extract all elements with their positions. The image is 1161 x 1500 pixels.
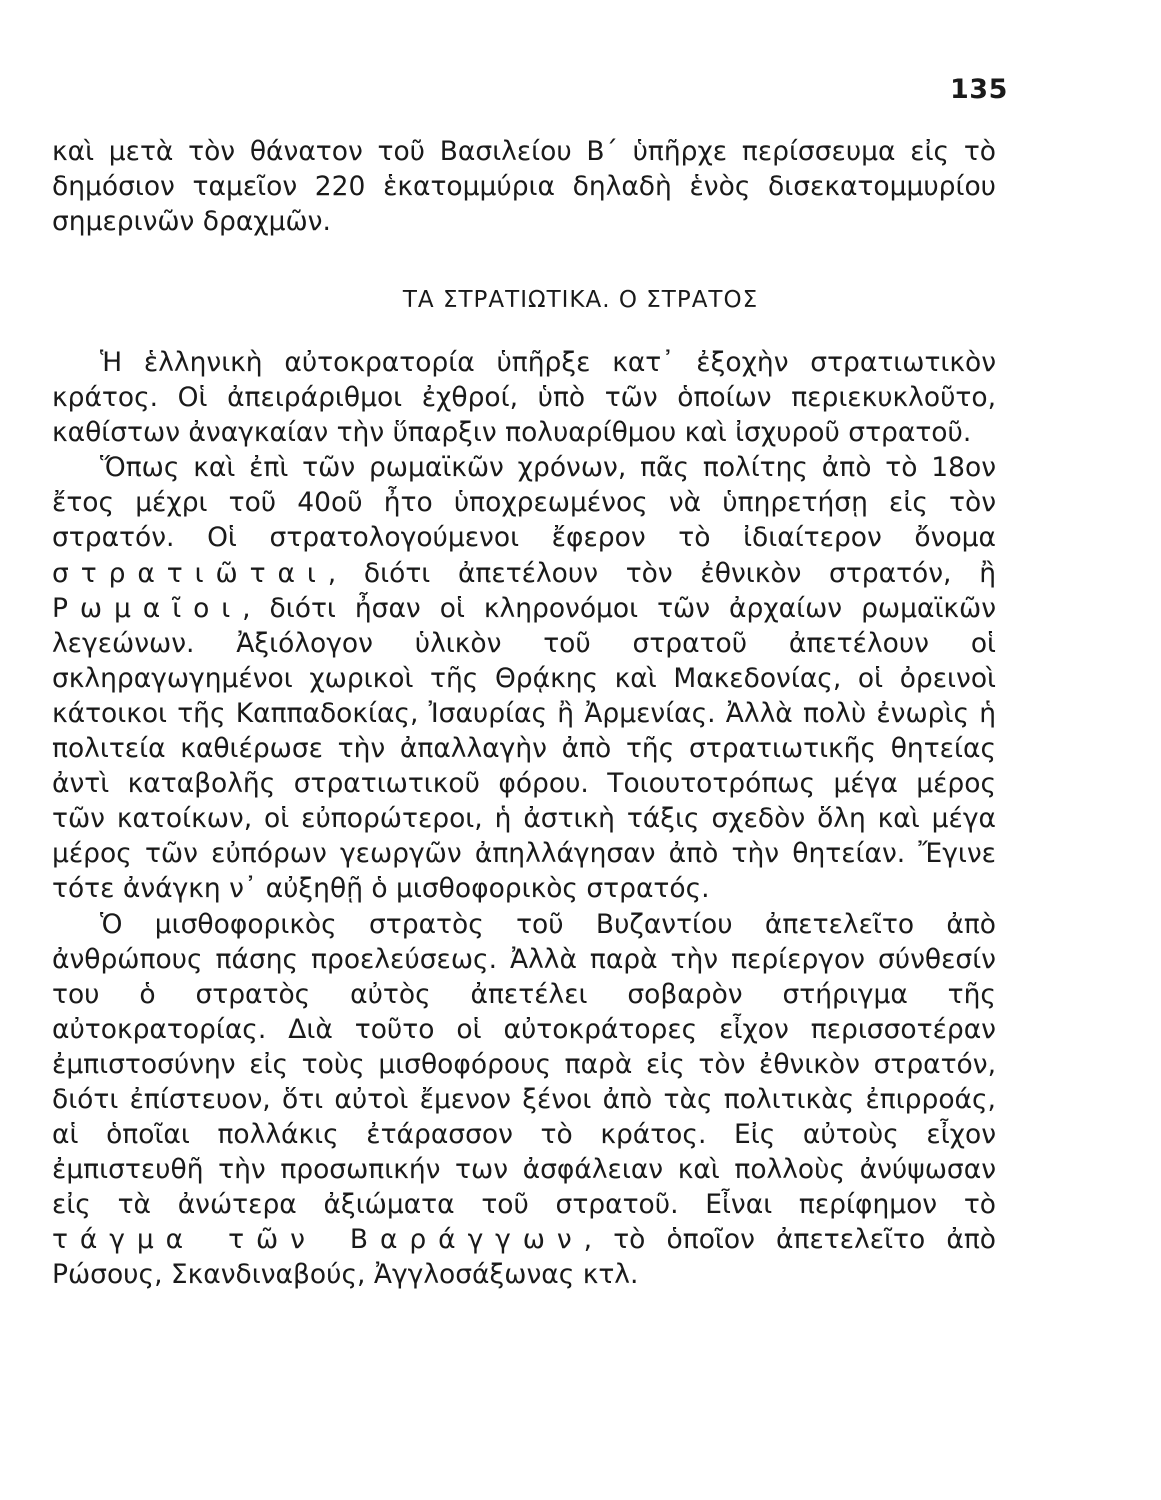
opening-paragraph-block	[52, 134, 996, 239]
paragraph-conscription	[52, 450, 996, 906]
paragraph-military-state: Ἡ ἑλληνικὴ αὐτοκρατορία ὑπῆρξε κατ᾽ ἐξοχὴν στρατιωτικὸν κράτος. Οἱ ἀπειράριθμοι ἐχθροί, ὑπὸ τῶν ὁποίων περιεκυκλοῦτο, καθίστων ἀναγκαίαν τὴν ὕπαρξιν πολυαρίθμου καὶ ἰσχυροῦ στρατοῦ.	[52, 347, 996, 449]
term-romaioi: Ρωμαῖοι	[52, 592, 243, 624]
paragraph-conscription-part-1: Ὅπως καὶ ἐπὶ τῶν ρωμαϊκῶν χρόνων, πᾶς πολίτης ἀπὸ τὸ 18ον ἔτος μέχρι τοῦ 40οῦ ἦτο ὑποχρεωμένος νὰ ὑπηρετήσῃ εἰς τὸν στρατόν. Οἱ στρατολογούμενοι ἔφερον τὸ ἰδιαίτερον ὄνομα	[52, 452, 996, 554]
section-heading: ΤΑ ΣΤΡΑΤΙΩΤΙΚΑ. Ο ΣΤΡΑΤΟΣ	[402, 287, 759, 313]
opening-paragraph: καὶ μετὰ τὸν θάνατον τοῦ Βασιλείου Β΄ ὑπῆρχε περίσσευμα εἰς τὸ δημόσιον ταμεῖον 220 ἑκατομμύρια δηλαδὴ ἑνὸς δισεκατομμυρίου σημερινῶν δραχμῶν.	[52, 136, 996, 237]
page-number: 135	[950, 74, 1008, 105]
term-varangian-guard: τάγμα τῶν Βαράγγων	[52, 1224, 584, 1256]
paragraph-mercenaries	[52, 907, 996, 1293]
paragraph-conscription-part-2: , διότι ἀπετέλουν τὸν ἐθνικὸν στρατόν, ἢ	[327, 557, 996, 589]
paragraph-mercenaries-part-2: , τὸ ὁποῖον ἀπετελεῖτο ἀπὸ Ρώσους, Σκανδιναβούς, Ἀγγλοσάξωνας κτλ.	[52, 1224, 996, 1291]
paragraph-conscription-part-3: , διότι ἦσαν οἱ κληρονόμοι τῶν ἀρχαίων ρωμαϊκῶν λεγεώνων. Ἀξιόλογον ὑλικὸν τοῦ στρατοῦ ἀπετέλουν οἱ σκληραγωγημένοι χωρικοὶ τῆς Θρᾴκης καὶ Μακεδονίας, οἱ ὀρεινοὶ κάτοικοι τῆς Καππαδοκίας, Ἰσαυρίας ἢ Ἀρμενίας. Ἀλλὰ πολὺ ἐνωρὶς ἡ πολιτεία καθιέρωσε τὴν ἀπαλλαγὴν ἀπὸ τῆς στρατιωτικῆς θητείας ἀντὶ καταβολῆς στρατιωτικοῦ φόρου. Τοιουτοτρόπως μέγα μέρος τῶν κατοίκων, οἱ εὐπορώτεροι, ἡ ἀστικὴ τάξις σχεδὸν ὅλη καὶ μέγα μέρος τῶν εὐπόρων γεωργῶν ἀπηλλάγησαν ἀπὸ τὴν θητείαν. Ἔγινε τότε ἀνάγκη ν᾽ αὐξηθῇ ὁ μισθοφορικὸς στρατός.	[52, 592, 996, 905]
paragraph-mercenaries-part-1: Ὁ μισθοφορικὸς στρατὸς τοῦ Βυζαντίου ἀπετελεῖτο ἀπὸ ἀνθρώπους πάσης προελεύσεως. Ἀλλὰ παρὰ τὴν περίεργον σύνθεσίν του ὁ στρατὸς αὐτὸς ἀπετέλει σοβαρὸν στήριγμα τῆς αὐτοκρατορίας. Διὰ τοῦτο οἱ αὐτοκράτορες εἶχον περισσοτέραν ἐμπιστοσύνην εἰς τοὺς μισθοφόρους παρὰ εἰς τὸν ἐθνικὸν στρατόν, διότι ἐπίστευον, ὅτι αὐτοὶ ἔμενον ξένοι ἀπὸ τὰς πολιτικὰς ἐπιρροάς, αἱ ὁποῖαι πολλάκις ἐτάρασσον τὸ κράτος. Εἰς αὐτοὺς εἶχον ἐμπιστευθῆ τὴν προσωπικήν των ἀσφάλειαν καὶ πολλοὺς ἀνύψωσαν εἰς τὰ ἀνώτερα ἀξιώματα τοῦ στρατοῦ. Εἶναι περίφημον τὸ	[52, 908, 996, 1221]
section-body	[52, 345, 996, 1293]
term-stratiotai: στρατιῶται	[52, 557, 328, 589]
